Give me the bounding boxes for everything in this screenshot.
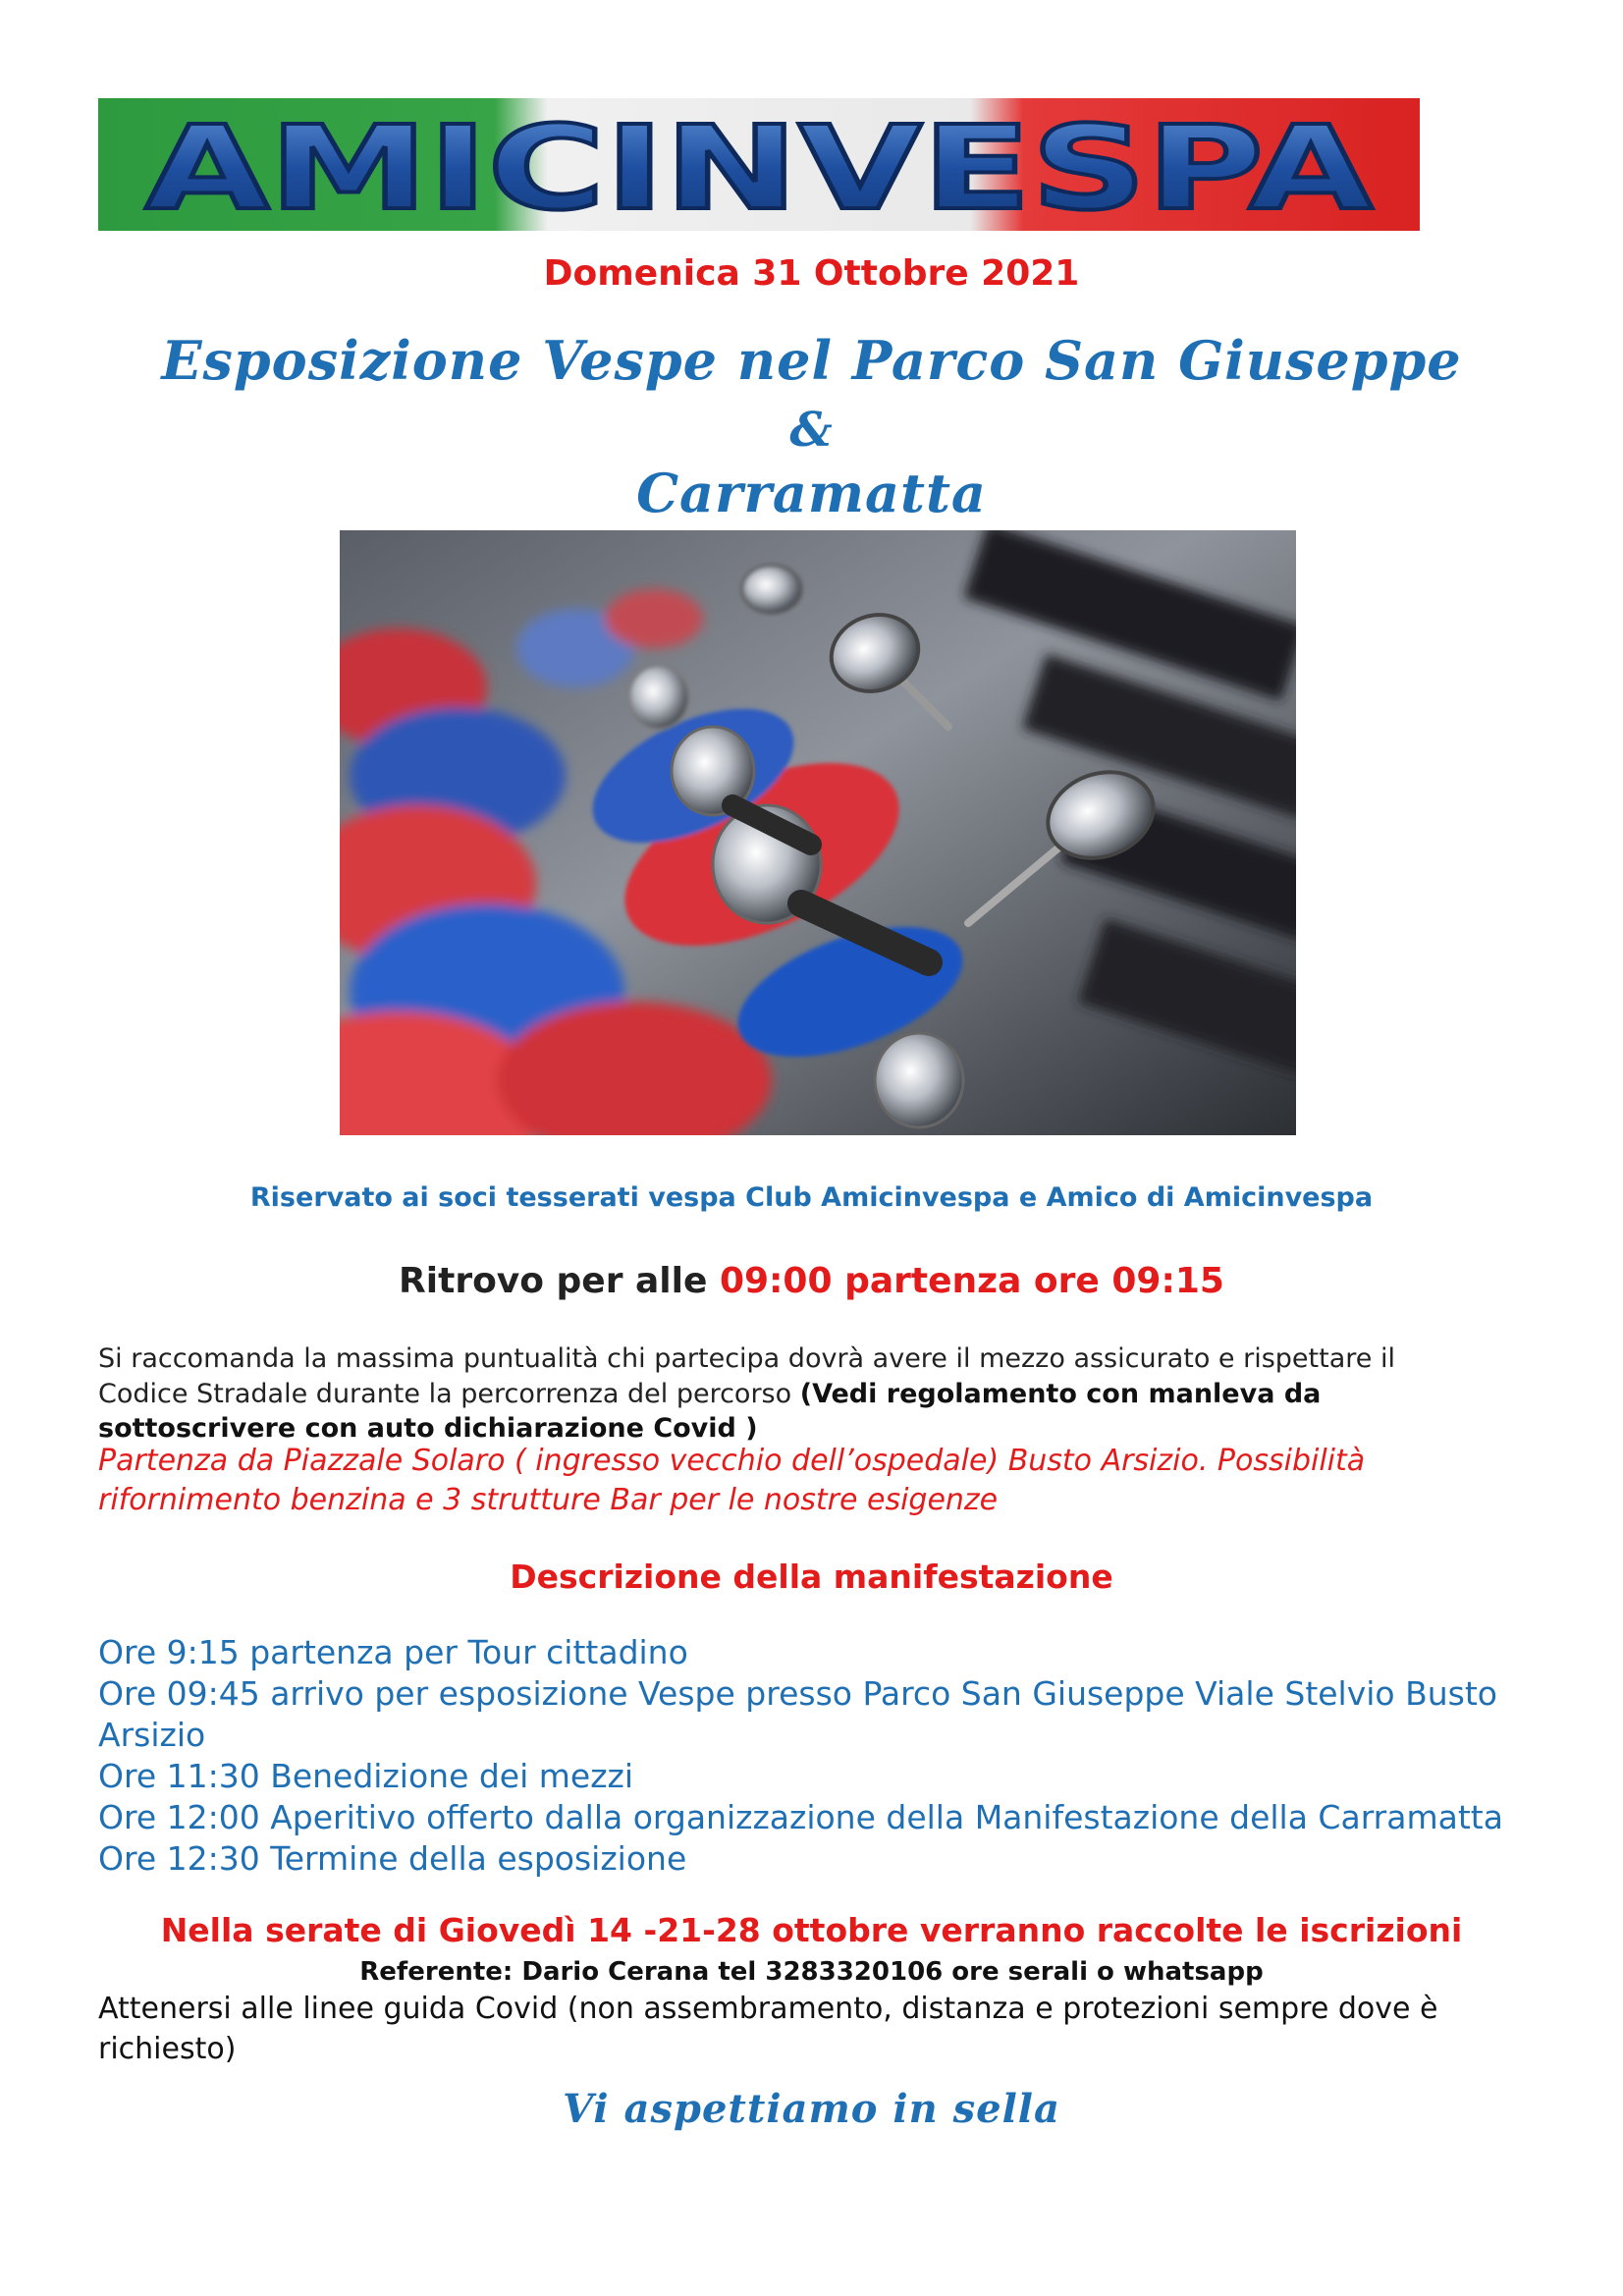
- vespa-scooters-photo: [340, 530, 1296, 1135]
- schedule-item: Ore 12:30 Termine della esposizione: [98, 1838, 687, 1878]
- event-date: Domenica 31 Ottobre 2021: [543, 253, 1080, 294]
- meeting-time-1: 09:00: [719, 1261, 833, 1301]
- schedule-item: Ore 12:00 Aperitivo offerto dalla organizzazione della Manifestazione della Carramatta: [98, 1797, 1503, 1836]
- meeting-time-2: 09:15: [1111, 1261, 1224, 1301]
- reserved-notice: Riservato ai soci tesserati vespa Club Amicinvespa e Amico di Amicinvespa: [249, 1182, 1374, 1213]
- recommendation-paragraph: [98, 1341, 1492, 1447]
- schedule-list: [98, 1632, 1512, 1879]
- contact-referent: Referente: Dario Cerana tel 3283320106 ore serali o whatsapp: [359, 1957, 1264, 1987]
- meeting-middle: partenza ore: [832, 1261, 1112, 1301]
- meeting-prefix: Ritrovo per alle: [399, 1261, 720, 1301]
- schedule-item: Ore 9:15 partenza per Tour cittadino: [98, 1633, 688, 1671]
- meeting-time: [0, 1261, 1623, 1301]
- departure-info: Partenza da Piazzale Solaro ( ingresso vecchio dell’ospedale) Busto Arsizio. Possibilità rifornimento benzina e 3 strutture Bar per le nostre esigenze: [98, 1444, 1366, 1517]
- event-title-carramatta: Carramatta: [636, 462, 987, 524]
- banner-logo-text: AMICINVESPA: [145, 100, 1373, 231]
- event-title: Esposizione Vespe nel Parco San Giuseppe: [161, 329, 1462, 392]
- amicinvespa-banner-logo: [98, 98, 1420, 231]
- recommendation-text: Si raccomanda la massima puntualità chi partecipa dovrà avere il mezzo assicurato e rispettare il Codice Stradale durante la percorrenza del percorso: [98, 1343, 1395, 1409]
- signup-notice: Nella serate di Giovedì 14 -21-28 ottobre verranno raccolte le iscrizioni: [160, 1911, 1463, 1949]
- recommendation-bold: (Vedi regolamento con manleva da sottoscrivere con auto dichiarazione Covid ): [98, 1378, 1322, 1445]
- schedule-item: Ore 11:30 Benedizione dei mezzi: [98, 1756, 634, 1795]
- closing-greeting: Vi aspettiamo in sella: [563, 2086, 1060, 2132]
- schedule-item: Ore 09:45 arrivo per esposizione Vespe presso Parco San Giuseppe Viale Stelvio Busto Arsizio: [98, 1673, 1497, 1754]
- description-heading: Descrizione della manifestazione: [510, 1558, 1113, 1596]
- covid-guidelines: Attenersi alle linee guida Covid (non assembramento, distanza e protezioni sempre dove è richiesto): [98, 1992, 1438, 2066]
- event-title-ampersand: &: [789, 403, 834, 458]
